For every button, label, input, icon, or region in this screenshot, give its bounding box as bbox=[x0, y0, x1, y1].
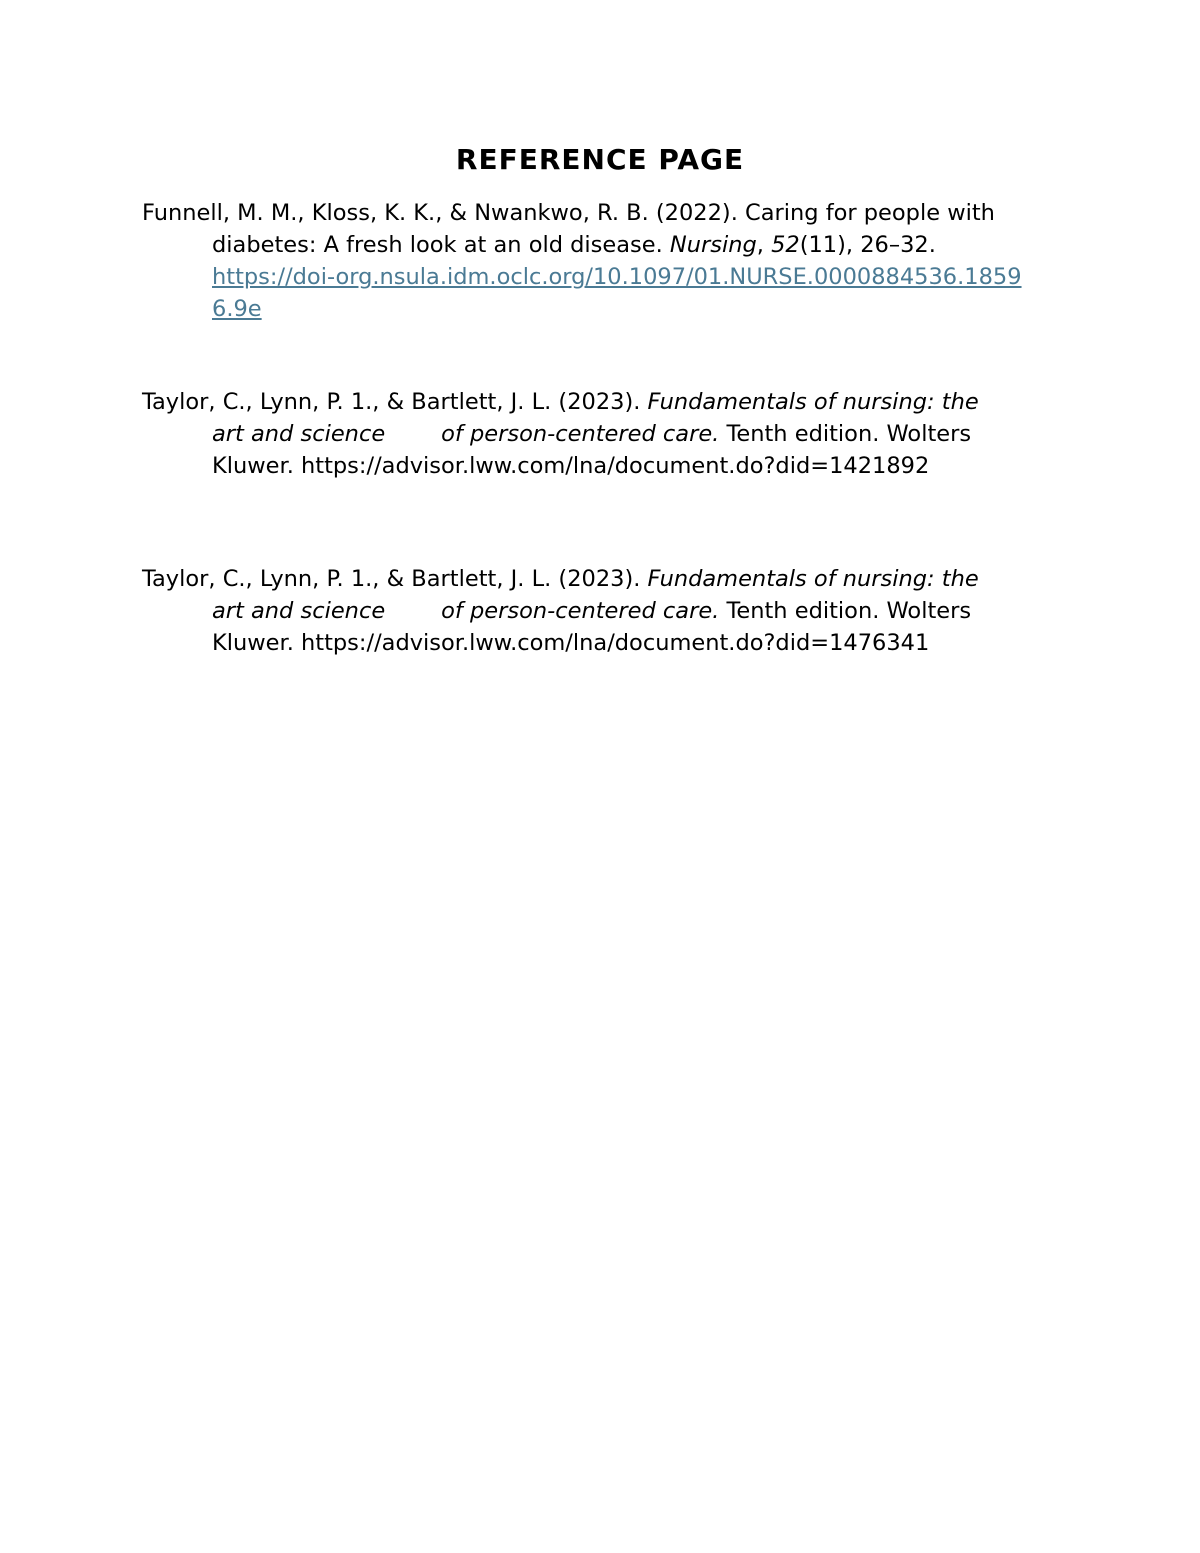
reference-book-title: art and science bbox=[212, 421, 386, 447]
reference-authors-title: Funnell, M. M., Kloss, K. K., & Nwankwo, R. B. (2022). Caring for people with bbox=[142, 200, 995, 226]
reference-book-title: of person-centered care. bbox=[441, 421, 720, 447]
reference-authors-year: Taylor, C., Lynn, P. 1., & Bartlett, J. L. (2023). bbox=[142, 566, 648, 592]
page-title: REFERENCE PAGE bbox=[455, 143, 745, 176]
doi-link[interactable]: https://doi-org.nsula.idm.oclc.org/10.1097/01.NURSE.0000884536.1859 bbox=[212, 264, 1022, 290]
reference-edition: Tenth edition. Wolters bbox=[719, 421, 972, 447]
doi-link-continuation[interactable]: 6.9e bbox=[212, 296, 262, 322]
reference-entry-taylor-1 bbox=[142, 386, 1072, 482]
reference-publisher-url: Kluwer. https://advisor.lww.com/lna/document.do?did=1476341 bbox=[212, 630, 930, 656]
reference-article-title: diabetes: A fresh look at an old disease. bbox=[212, 232, 670, 258]
reference-line bbox=[142, 386, 1072, 418]
reference-entry-funnell bbox=[142, 197, 1072, 325]
reference-issue-pages: (11), 26–32. bbox=[799, 232, 936, 258]
reference-line bbox=[142, 418, 1072, 450]
reference-entry-taylor-2 bbox=[142, 563, 1072, 659]
reference-line bbox=[142, 229, 1072, 261]
reference-line bbox=[142, 627, 1072, 659]
reference-line bbox=[142, 197, 1072, 229]
reference-edition: Tenth edition. Wolters bbox=[719, 598, 972, 624]
reference-authors-year: Taylor, C., Lynn, P. 1., & Bartlett, J. L. (2023). bbox=[142, 389, 648, 415]
reference-line bbox=[142, 293, 1072, 325]
reference-line bbox=[142, 450, 1072, 482]
reference-book-title: of person-centered care. bbox=[441, 598, 720, 624]
reference-journal: Nursing bbox=[669, 232, 757, 258]
reference-separator: , bbox=[756, 232, 772, 258]
reference-book-title: art and science bbox=[212, 598, 386, 624]
reference-line bbox=[142, 595, 1072, 627]
reference-line bbox=[142, 563, 1072, 595]
reference-publisher-url: Kluwer. https://advisor.lww.com/lna/document.do?did=1421892 bbox=[212, 453, 930, 479]
reference-volume: 52 bbox=[771, 232, 800, 258]
reference-line bbox=[142, 261, 1072, 293]
reference-book-title: Fundamentals of nursing: the bbox=[647, 566, 979, 592]
reference-book-title: Fundamentals of nursing: the bbox=[647, 389, 979, 415]
